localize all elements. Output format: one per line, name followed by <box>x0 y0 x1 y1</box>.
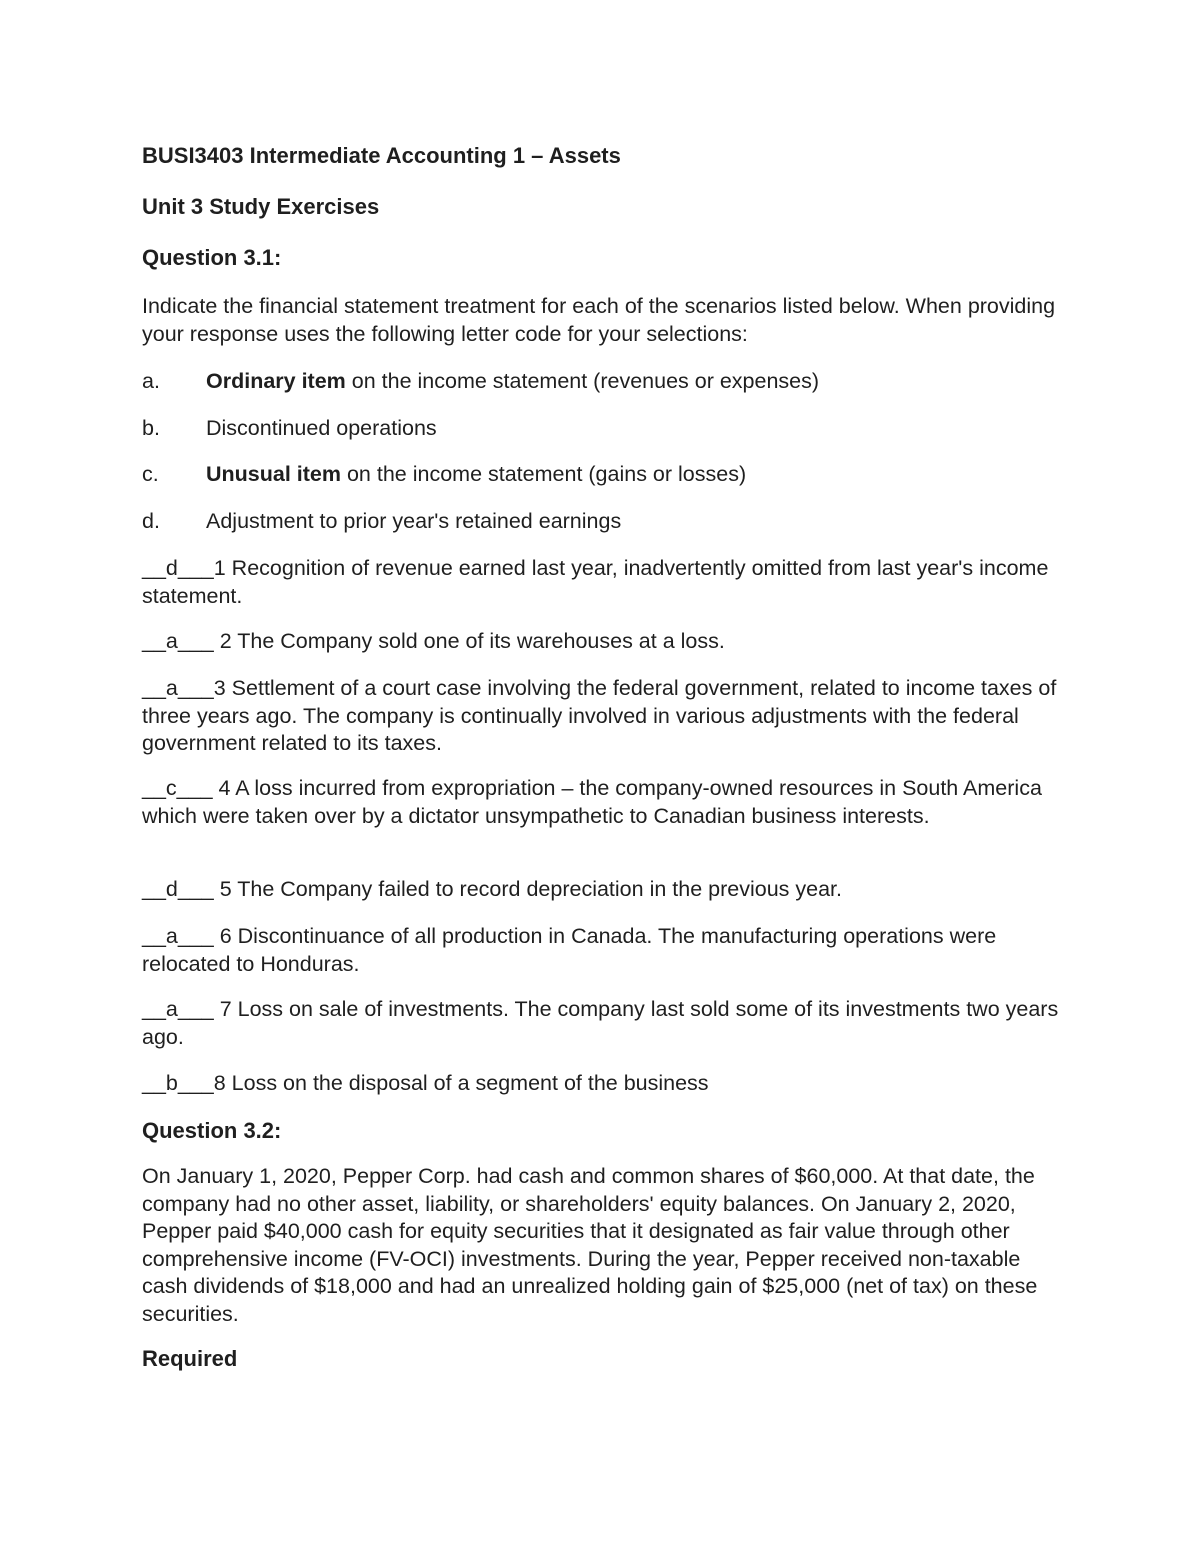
required-heading: Required <box>142 1346 238 1371</box>
option-a <box>142 368 819 395</box>
option-text: on the income statement (gains or losses) <box>341 462 747 486</box>
item-1: __d___1 Recognition of revenue earned last year, inadvertently omitted from last year's income statement. <box>142 556 1049 608</box>
option-letter: d. <box>142 509 160 533</box>
question-3-1-heading: Question 3.1: <box>142 245 282 270</box>
option-c <box>142 461 746 488</box>
option-text: Adjustment to prior year's retained earnings <box>206 509 622 533</box>
item-6: __a___ 6 Discontinuance of all production in Canada. The manufacturing operations were relocated to Honduras. <box>142 924 997 976</box>
item-8: __b___8 Loss on the disposal of a segment of the business <box>142 1071 709 1095</box>
option-letter: c. <box>142 462 159 486</box>
question-3-2-body: On January 1, 2020, Pepper Corp. had cash and common shares of $60,000. At that date, the company had no other asset, liability, or shareholders' equity balances. On January 2, 2020, Pepper paid $40,000 cash for equity securities that it designated as fair value through other comprehensive income (FV-OCI) investments. During the year, Pepper received non-taxable cash dividends of $18,000 and had an unrealized holding gain of $25,000 (net of tax) on these securities. <box>142 1164 1038 1326</box>
question-3-1-intro: Indicate the financial statement treatment for each of the scenarios listed below. When providing your response uses the following letter code for your selections: <box>142 294 1056 346</box>
item-7: __a___ 7 Loss on sale of investments. The company last sold some of its investments two years ago. <box>142 997 1059 1049</box>
item-3: __a___3 Settlement of a court case involving the federal government, related to income taxes of three years ago. The company is continually involved in various adjustments with the federal government related to its taxes. <box>142 676 1057 755</box>
option-bold: Ordinary item <box>206 369 346 393</box>
option-b <box>142 415 437 442</box>
document-subtitle: Unit 3 Study Exercises <box>142 194 380 219</box>
item-4: __c___ 4 A loss incurred from expropriation – the company-owned resources in South America which were taken over by a dictator unsympathetic to Canadian business interests. <box>142 776 1042 828</box>
option-d <box>142 508 621 535</box>
option-bold: Unusual item <box>206 462 341 486</box>
item-2: __a___ 2 The Company sold one of its warehouses at a loss. <box>142 629 725 653</box>
option-text: on the income statement (revenues or expenses) <box>345 369 820 393</box>
option-letter: a. <box>142 369 160 393</box>
option-text: Discontinued operations <box>206 416 437 440</box>
question-3-2-heading: Question 3.2: <box>142 1118 282 1143</box>
option-letter: b. <box>142 416 160 440</box>
document-title: BUSI3403 Intermediate Accounting 1 – Assets <box>142 143 621 168</box>
item-5: __d___ 5 The Company failed to record depreciation in the previous year. <box>142 877 842 901</box>
